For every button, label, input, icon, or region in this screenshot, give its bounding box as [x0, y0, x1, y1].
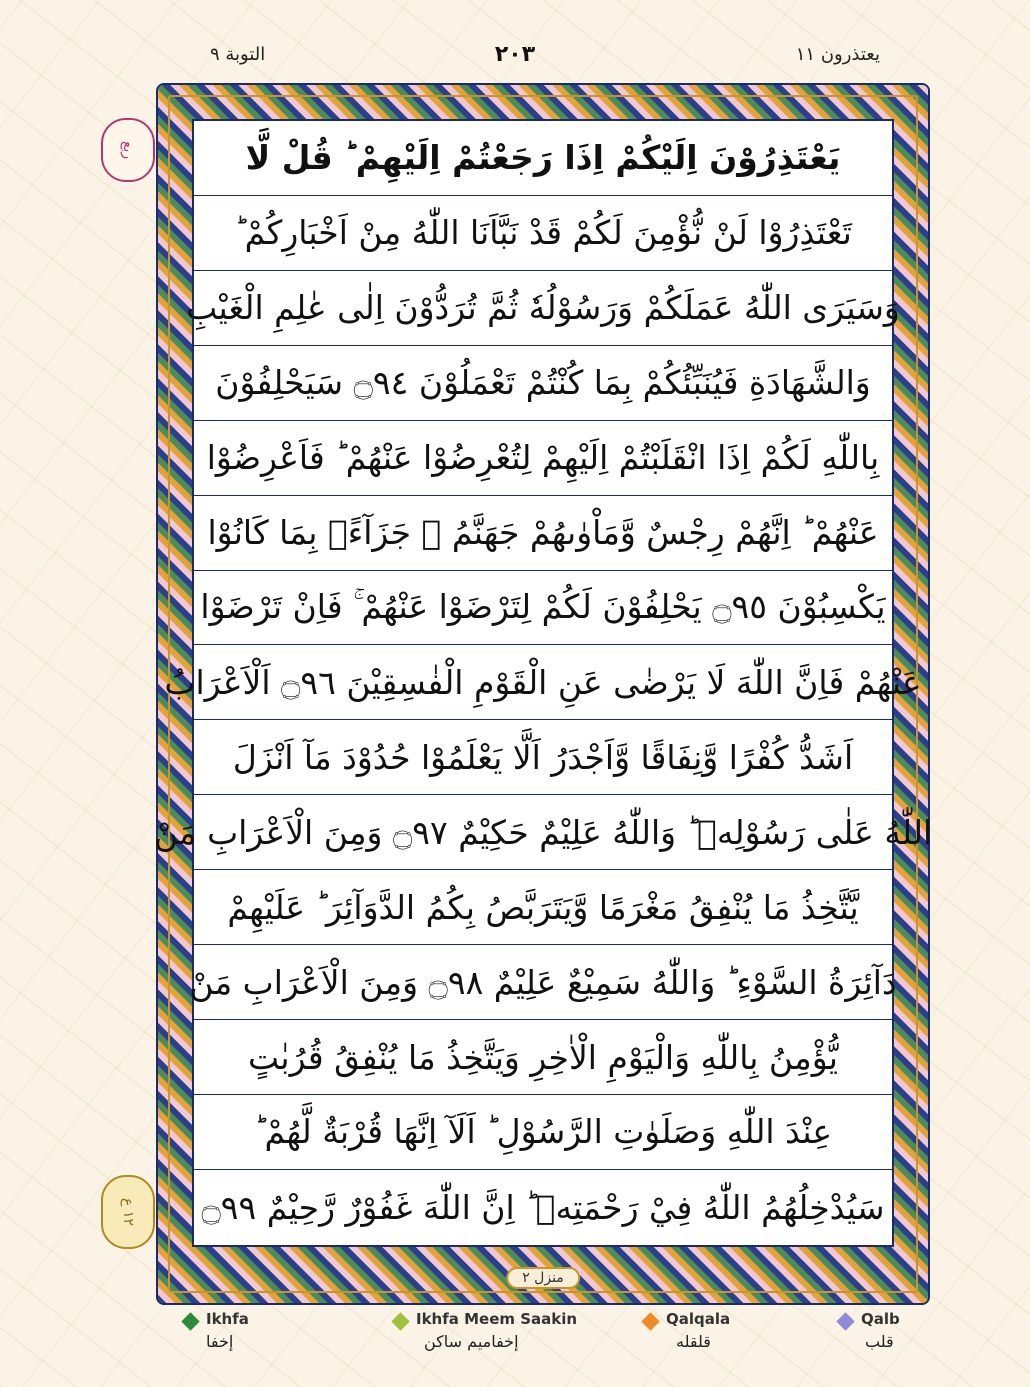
legend-label-en: Qalb	[861, 1310, 900, 1328]
manzil-badge: منزل ٢	[506, 1267, 580, 1289]
legend-label-ur: قلب	[865, 1332, 894, 1351]
verse-line: دَآئِرَةُ السَّوْءِ ؕ وَاللّٰهُ سَمِيْعٌ عَلِيْمٌ ۝٩٨ وَمِنَ الْاَعْرَابِ مَنْ	[194, 945, 892, 1020]
verse-line: عِنْدَ اللّٰهِ وَصَلَوٰتِ الرَّسُوْلِ ؕ اَلَآ اِنَّهَا قُرْبَةٌ لَّهُمْ ؕ	[194, 1095, 892, 1170]
legend-item-qalqala	[640, 1310, 780, 1366]
page-number: ٢٠٣	[494, 42, 536, 67]
legend-label-ur: إخفا	[206, 1332, 234, 1351]
legend-label-en: Qalqala	[666, 1310, 731, 1328]
legend-label-ur: قلقله	[676, 1332, 711, 1351]
legend-label-ur: إخفاميم ساكن	[424, 1332, 519, 1351]
diamond-icon	[181, 1312, 199, 1330]
verse-line: اَشَدُّ كُفْرًا وَّنِفَاقًا وَّاَجْدَرُ اَلَّا يَعْلَمُوْا حُدُوْدَ مَآ اَنْزَلَ	[194, 720, 892, 795]
para-name: يعتذرون ١١	[795, 44, 880, 65]
verse-line: عَنْهُمْ فَاِنَّ اللّٰهَ لَا يَرْضٰى عَنِ الْقَوْمِ الْفٰسِقِيْنَ ۝٩٦ اَلْاَعْرَابُ	[194, 645, 892, 720]
legend-item-qalb	[835, 1310, 945, 1366]
verse-line: وَالشَّهَادَةِ فَيُنَبِّئُكُمْ بِمَا كُنْتُمْ تَعْمَلُوْنَ ۝٩٤ سَيَحْلِفُوْنَ	[194, 346, 892, 421]
verse-line: تَعْتَذِرُوْا لَنْ نُّؤْمِنَ لَكُمْ قَدْ نَبَّاَنَا اللّٰهُ مِنْ اَخْبَارِكُمْ ؕ	[194, 196, 892, 271]
verse-line: بِاللّٰهِ لَكُمْ اِذَا انْقَلَبْتُمْ اِلَيْهِمْ لِتُعْرِضُوْا عَنْهُمْ ؕ فَاَعْرِضُوْا	[194, 421, 892, 496]
verse-line: يُّؤْمِنُ بِاللّٰهِ وَالْيَوْمِ الْاٰخِرِ وَيَتَّخِذُ مَا يُنْفِقُ قُرُبٰتٍ	[194, 1020, 892, 1095]
legend-item-ikhfa-meem-saakin	[390, 1310, 590, 1366]
verse-line: وَسَيَرَى اللّٰهُ عَمَلَكُمْ وَرَسُوْلُهٗ ثُمَّ تُرَدُّوْنَ اِلٰى عٰلِمِ الْغَيْبِ	[194, 271, 892, 346]
diamond-icon	[641, 1312, 659, 1330]
verse-line: عَنْهُمْ ؕ اِنَّهُمْ رِجْسٌ وَّمَاْوٰىهُمْ جَهَنَّمُ ۚ جَزَآءًۢ بِمَا كَانُوْا	[194, 496, 892, 571]
text-panel	[153, 119, 933, 1247]
diamond-icon	[391, 1312, 409, 1330]
legend-item-ikhfa	[180, 1310, 320, 1366]
surah-name: التوبة ٩	[210, 44, 266, 65]
diamond-icon	[836, 1312, 854, 1330]
ruku-marker-text: ربع	[120, 140, 136, 160]
ruku-marker-top	[101, 118, 155, 182]
legend-label-en: Ikhfa Meem Saakin	[416, 1310, 578, 1328]
verse-line: يَكْسِبُوْنَ ۝٩٥ يَحْلِفُوْنَ لَكُمْ لِتَرْضَوْا عَنْهُمْ ۚ فَاِنْ تَرْضَوْا	[194, 571, 892, 646]
ruku-marker-bottom	[101, 1175, 155, 1249]
ornamental-border	[153, 85, 933, 1303]
verse-line: يَّتَّخِذُ مَا يُنْفِقُ مَغْرَمًا وَّيَتَرَبَّصُ بِكُمُ الدَّوَآئِرَ ؕ عَلَيْهِمْ	[194, 870, 892, 945]
ruku-marker-text: ١٢ ع	[120, 1198, 136, 1226]
page-header	[0, 40, 1030, 80]
verse-line: سَيُدْخِلُهُمُ اللّٰهُ فِيْ رَحْمَتِهٖ ؕ اِنَّ اللّٰهَ غَفُوْرٌ رَّحِيْمٌ ۝٩٩	[201, 1187, 885, 1227]
verse-line: اللّٰهُ عَلٰى رَسُوْلِهٖ ؕ وَاللّٰهُ عَلِيْمٌ حَكِيْمٌ ۝٩٧ وَمِنَ الْاَعْرَابِ مَنْ	[194, 795, 892, 870]
tajweed-legend	[0, 1310, 1030, 1370]
verse-line: يَعْتَذِرُوْنَ اِلَيْكُمْ اِذَا رَجَعْتُمْ اِلَيْهِمْ ؕ قُلْ لَّا	[194, 121, 892, 196]
legend-label-en: Ikhfa	[206, 1310, 249, 1328]
